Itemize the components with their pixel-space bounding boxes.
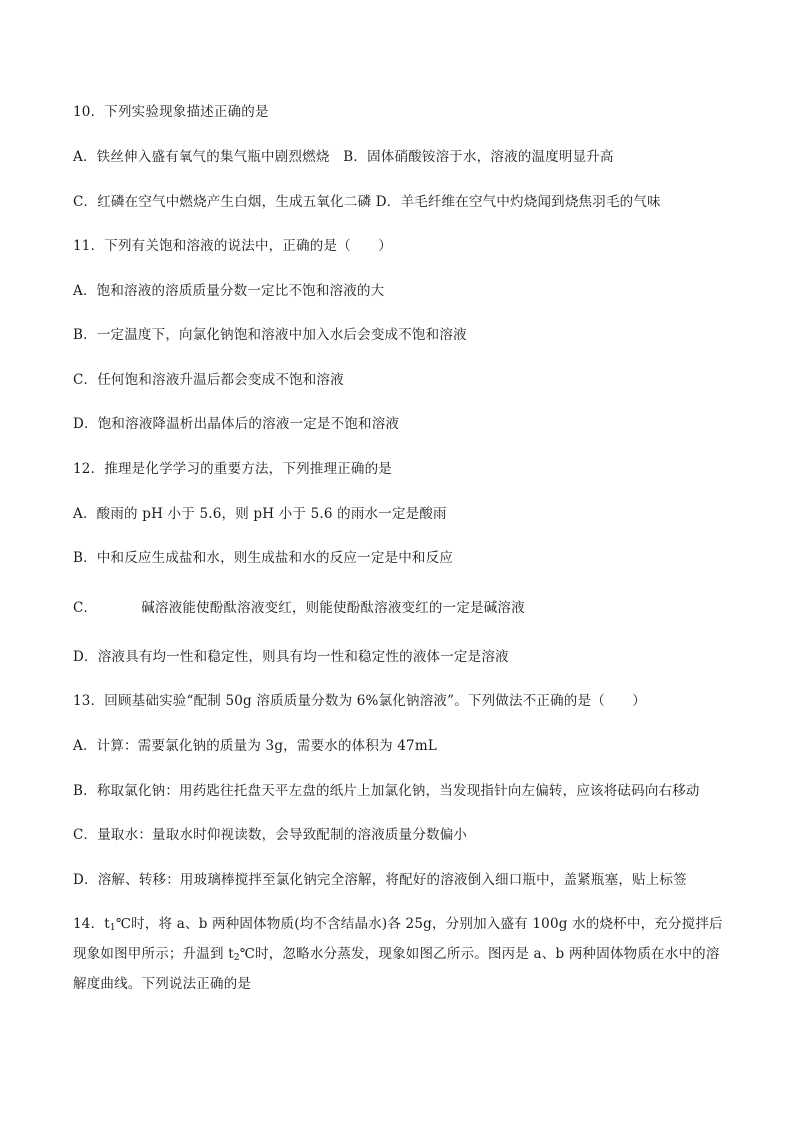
q11-option-c: C．任何饱和溶液升温后都会变成不饱和溶液 xyxy=(73,372,344,388)
q14-temp-1: $t_1$ xyxy=(104,916,116,933)
q10-options-ab: A．铁丝伸入盛有氧气的集气瓶中剧烈燃烧 B．固体硝酸铵溶于水，溶液的温度明显升高 xyxy=(73,149,614,165)
q10-options-cd: C．红磷在空气中燃烧产生白烟，生成五氧化二磷 D．羊毛纤维在空气中灼烧闻到烧焦羽毛的气味 xyxy=(73,194,661,210)
q12-option-c-text: 碱溶液能使酚酞溶液变红，则能使酚酞溶液变红的一定是碱溶液 xyxy=(141,600,525,616)
q10-stem: 10．下列实验现象描述正确的是 xyxy=(73,104,269,120)
q11-option-d: D．饱和溶液降温析出晶体后的溶液一定是不饱和溶液 xyxy=(73,416,400,432)
q14-stem xyxy=(73,911,733,997)
q13-stem: 13．回顾基础实验“配制 50g 溶质质量分数为 6%氯化钠溶液”。下列做法不正确的是（ ） xyxy=(73,693,646,709)
q13-option-a: A．计算：需要氯化钠的质量为 3g，需要水的体积为 47mL xyxy=(73,738,438,754)
q13-option-c: C．量取水：量取水时仰视读数，会导致配制的溶液质量分数偏小 xyxy=(73,827,468,843)
q11-option-b: B．一定温度下，向氯化钠饱和溶液中加入水后会变成不饱和溶液 xyxy=(73,327,467,343)
q12-option-d: D．溶液具有均一性和稳定性，则具有均一性和稳定性的液体一定是溶液 xyxy=(73,649,509,665)
q12-option-c-label: C． xyxy=(73,600,98,616)
q12-option-a: A．酸雨的 pH 小于 5.6，则 pH 小于 5.6 的雨水一定是酸雨 xyxy=(73,506,447,522)
q14-number: 14． xyxy=(73,916,105,932)
q12-option-b: B．中和反应生成盐和水，则生成盐和水的反应一定是中和反应 xyxy=(73,550,454,566)
q14-text-part1: ℃时，将 a、b 两种固体物质(均不含结晶水)各 25g，分别加入盛有 100g 水的烧杯中，充分搅拌后现象如图甲所示；升温到 t xyxy=(73,916,723,962)
q14-text-part2: ℃时，忽略水分蒸发，现象如图乙所示。图丙是 a、b 两种固体物质在水中的溶解度曲线。下列说法正确的是 xyxy=(73,946,720,992)
q13-option-d: D．溶解、转移：用玻璃棒搅拌至氯化钠完全溶解，将配好的溶液倒入细口瓶中，盖紧瓶塞，贴上标签 xyxy=(73,872,687,888)
q11-option-a: A．饱和溶液的溶质质量分数一定比不饱和溶液的大 xyxy=(73,283,385,299)
q11-stem: 11．下列有关饱和溶液的说法中，正确的是（ ） xyxy=(73,238,392,254)
q12-option-c xyxy=(73,598,733,618)
q13-option-b: B．称取氯化钠：用药匙往托盘天平左盘的纸片上加氯化钠，当发现指针向左偏转，应该将砝码向右移动 xyxy=(73,783,700,799)
q14-temp-2-sub: 2 xyxy=(233,953,240,963)
q12-stem: 12．推理是化学学习的重要方法，下列推理正确的是 xyxy=(73,461,392,477)
